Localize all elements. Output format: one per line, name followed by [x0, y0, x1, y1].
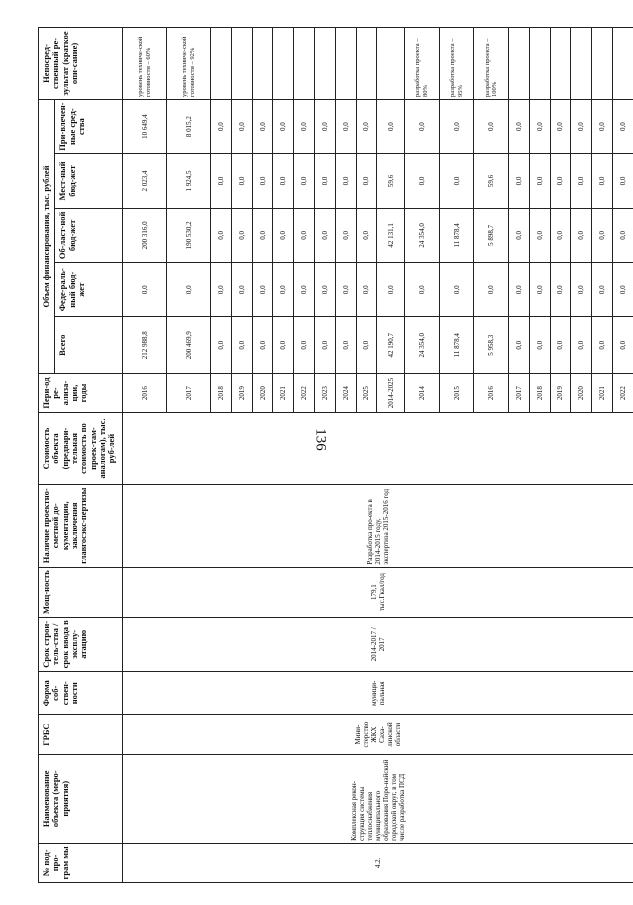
table-body [123, 28, 633, 883]
col-federal-header: Феде-раль-ный бюд-жет [55, 263, 123, 317]
total-cell: 0,0 [550, 317, 571, 374]
federal-cell: 0,0 [356, 263, 377, 317]
local-cell: 0,0 [550, 154, 571, 208]
col-cost-header: Стоимость объекта (предвари-тельная стоимость по проек-там-аналогам), тыс. руб-лей [39, 413, 123, 485]
federal-cell: 0,0 [273, 263, 294, 317]
regional-cell: 0,0 [211, 208, 232, 262]
col-regional-header: Об-ласт-ной бюд-жет [55, 208, 123, 262]
object-ownership: муници-пальная [123, 672, 633, 716]
local-cell: 0,0 [439, 154, 474, 208]
result-cell [273, 28, 294, 100]
regional-cell: 0,0 [529, 208, 550, 262]
total-cell: 0,0 [252, 317, 273, 374]
col-result-header: Непосред-ственный ре-зультат (краткое опи-сание) [39, 28, 123, 100]
total-cell: 42 190,7 [377, 317, 405, 374]
col-period-header: Пери-од ре-ализа-ции, годы [39, 374, 123, 413]
col-num-header: № под-про-грам мы [39, 843, 123, 882]
col-ownership-header: Форма соб-ствен-ности [39, 672, 123, 716]
period-cell: 2017 [167, 374, 211, 413]
regional-cell: 0,0 [571, 208, 592, 262]
period-cell: 2025 [356, 374, 377, 413]
regional-cell: 0,0 [550, 208, 571, 262]
regional-cell: 0,0 [335, 208, 356, 262]
period-cell: 2020 [571, 374, 592, 413]
attracted-cell: 0,0 [315, 99, 336, 153]
object-psd: Разработка про-екта в 2014-2015 году, экспертиза 2015-2016 год [123, 484, 633, 567]
local-cell: 0,0 [405, 154, 440, 208]
result-cell [377, 28, 405, 100]
period-cell: 2021 [592, 374, 613, 413]
regional-cell: 24 354,0 [405, 208, 440, 262]
regional-cell: 0,0 [231, 208, 252, 262]
attracted-cell: 0,0 [273, 99, 294, 153]
federal-cell: 0,0 [509, 263, 530, 317]
result-cell [231, 28, 252, 100]
regional-cell: 190 530,2 [167, 208, 211, 262]
col-term-header: Срок строи-тель-ства / срок ввода в эксплу-атацию [39, 617, 123, 671]
period-cell: 2023 [315, 374, 336, 413]
col-grbs-header: ГРБС [39, 715, 123, 754]
regional-cell: 0,0 [315, 208, 336, 262]
local-cell: 2 023,4 [123, 154, 167, 208]
local-cell: 0,0 [315, 154, 336, 208]
period-cell: 2022 [612, 374, 633, 413]
result-cell: разработка проекта – 80% [405, 28, 440, 100]
federal-cell: 0,0 [592, 263, 613, 317]
attracted-cell: 0,0 [252, 99, 273, 153]
col-psd-header: Наличие проектно-сметной до-кументации, заключения главгосэкс-пертизы [39, 484, 123, 567]
total-cell: 0,0 [529, 317, 550, 374]
federal-cell: 0,0 [571, 263, 592, 317]
federal-cell: 0,0 [405, 263, 440, 317]
attracted-cell: 0,0 [474, 99, 509, 153]
federal-cell: 0,0 [315, 263, 336, 317]
attracted-cell: 0,0 [377, 99, 405, 153]
col-total-header: Всего [55, 317, 123, 374]
regional-cell: 200 316,0 [123, 208, 167, 262]
federal-cell: 0,0 [439, 263, 474, 317]
attracted-cell: 0,0 [550, 99, 571, 153]
funding-group-header: Объем финансирования, тыс. рублей [39, 99, 55, 373]
object-grbs: Мини-стерство ЖКХ Саха-линской области [123, 715, 633, 754]
period-cell: 2024 [335, 374, 356, 413]
period-cell: 2015 [439, 374, 474, 413]
local-cell: 0,0 [509, 154, 530, 208]
result-cell [592, 28, 613, 100]
result-cell: разработка проекта – 100% [474, 28, 509, 100]
local-cell: 0,0 [612, 154, 633, 208]
total-cell: 5 958,3 [474, 317, 509, 374]
federal-cell: 0,0 [231, 263, 252, 317]
attracted-cell: 0,0 [509, 99, 530, 153]
total-cell: 0,0 [571, 317, 592, 374]
attracted-cell: 0,0 [529, 99, 550, 153]
total-cell: 0,0 [211, 317, 232, 374]
attracted-cell: 10 649,4 [123, 99, 167, 153]
period-cell: 2016 [123, 374, 167, 413]
total-cell: 0,0 [273, 317, 294, 374]
attracted-cell: 8 015,2 [167, 99, 211, 153]
total-cell: 0,0 [509, 317, 530, 374]
attracted-cell: 0,0 [211, 99, 232, 153]
attracted-cell: 0,0 [294, 99, 315, 153]
result-cell [335, 28, 356, 100]
local-cell: 0,0 [592, 154, 613, 208]
object-name: Комплексная рекон-струкция системы теплоснабжения муниципального образования Поро-найский городской округ, в том числе разработка ПСД [123, 754, 633, 843]
regional-cell: 5 898,7 [474, 208, 509, 262]
result-cell [529, 28, 550, 100]
federal-cell: 0,0 [211, 263, 232, 317]
result-cell [571, 28, 592, 100]
federal-cell: 0,0 [294, 263, 315, 317]
attracted-cell: 0,0 [592, 99, 613, 153]
attracted-cell: 0,0 [405, 99, 440, 153]
financing-table [38, 27, 633, 883]
local-cell: 0,0 [356, 154, 377, 208]
period-cell: 2021 [273, 374, 294, 413]
local-cell: 59,6 [377, 154, 405, 208]
period-cell: 2020 [252, 374, 273, 413]
result-cell: уровень техниче-ской готовности – 60% [123, 28, 167, 100]
col-local-header: Мест-ный бюд-жет [55, 154, 123, 208]
total-cell: 0,0 [231, 317, 252, 374]
col-name-header: Наименование объекта (меро-приятия) [39, 754, 123, 843]
regional-cell: 0,0 [612, 208, 633, 262]
local-cell: 0,0 [529, 154, 550, 208]
local-cell: 0,0 [252, 154, 273, 208]
attracted-cell: 0,0 [335, 99, 356, 153]
result-cell [211, 28, 232, 100]
col-attracted-header: При-влечен-ные сред-ства [55, 99, 123, 153]
local-cell: 0,0 [571, 154, 592, 208]
table-row [123, 28, 167, 883]
period-cell: 2019 [550, 374, 571, 413]
total-cell: 24 354,0 [405, 317, 440, 374]
total-cell: 0,0 [592, 317, 613, 374]
period-cell: 2017 [509, 374, 530, 413]
total-cell: 212 988,8 [123, 317, 167, 374]
attracted-cell: 0,0 [356, 99, 377, 153]
total-cell: 0,0 [335, 317, 356, 374]
result-cell [315, 28, 336, 100]
federal-cell: 0,0 [167, 263, 211, 317]
period-cell: 2014 [405, 374, 440, 413]
federal-cell: 0,0 [474, 263, 509, 317]
regional-cell: 0,0 [356, 208, 377, 262]
total-cell: 0,0 [294, 317, 315, 374]
federal-cell: 0,0 [550, 263, 571, 317]
local-cell: 0,0 [294, 154, 315, 208]
local-cell: 1 924,5 [167, 154, 211, 208]
object-cost [123, 413, 633, 485]
local-cell: 0,0 [273, 154, 294, 208]
result-cell [509, 28, 530, 100]
result-cell [550, 28, 571, 100]
attracted-cell: 0,0 [231, 99, 252, 153]
regional-cell: 11 878,4 [439, 208, 474, 262]
result-cell: разработка проекта – 95% [439, 28, 474, 100]
period-cell: 2019 [231, 374, 252, 413]
result-cell [294, 28, 315, 100]
result-cell [612, 28, 633, 100]
object-capacity: 179,1 тыс.Гкал/год [123, 567, 633, 617]
federal-cell: 0,0 [612, 263, 633, 317]
total-cell: 0,0 [356, 317, 377, 374]
local-cell: 59,6 [474, 154, 509, 208]
result-cell: уровень техниче-ской готовности – 92% [167, 28, 211, 100]
attracted-cell: 0,0 [571, 99, 592, 153]
local-cell: 0,0 [231, 154, 252, 208]
attracted-cell: 0,0 [439, 99, 474, 153]
federal-cell: 0,0 [252, 263, 273, 317]
object-number: 4.2. [123, 843, 633, 882]
period-cell: 2018 [529, 374, 550, 413]
period-cell: 2016 [474, 374, 509, 413]
period-cell: 2014-2025 [377, 374, 405, 413]
regional-cell: 0,0 [592, 208, 613, 262]
period-cell: 2018 [211, 374, 232, 413]
regional-cell: 0,0 [273, 208, 294, 262]
federal-cell: 0,0 [377, 263, 405, 317]
total-cell: 200 469,9 [167, 317, 211, 374]
object-term: 2014-2017 / 2017 [123, 617, 633, 671]
total-cell: 0,0 [315, 317, 336, 374]
rotated-table-wrapper [38, 27, 633, 883]
regional-cell: 0,0 [252, 208, 273, 262]
result-cell [252, 28, 273, 100]
page-number: 136 [312, 428, 329, 451]
local-cell: 0,0 [211, 154, 232, 208]
regional-cell: 42 131,1 [377, 208, 405, 262]
federal-cell: 0,0 [335, 263, 356, 317]
federal-cell: 0,0 [529, 263, 550, 317]
attracted-cell: 0,0 [612, 99, 633, 153]
total-cell: 0,0 [612, 317, 633, 374]
local-cell: 0,0 [335, 154, 356, 208]
col-capacity-header: Мощ-ность [39, 567, 123, 617]
total-cell: 11 878,4 [439, 317, 474, 374]
regional-cell: 0,0 [509, 208, 530, 262]
federal-cell: 0,0 [123, 263, 167, 317]
regional-cell: 0,0 [294, 208, 315, 262]
period-cell: 2022 [294, 374, 315, 413]
result-cell [356, 28, 377, 100]
